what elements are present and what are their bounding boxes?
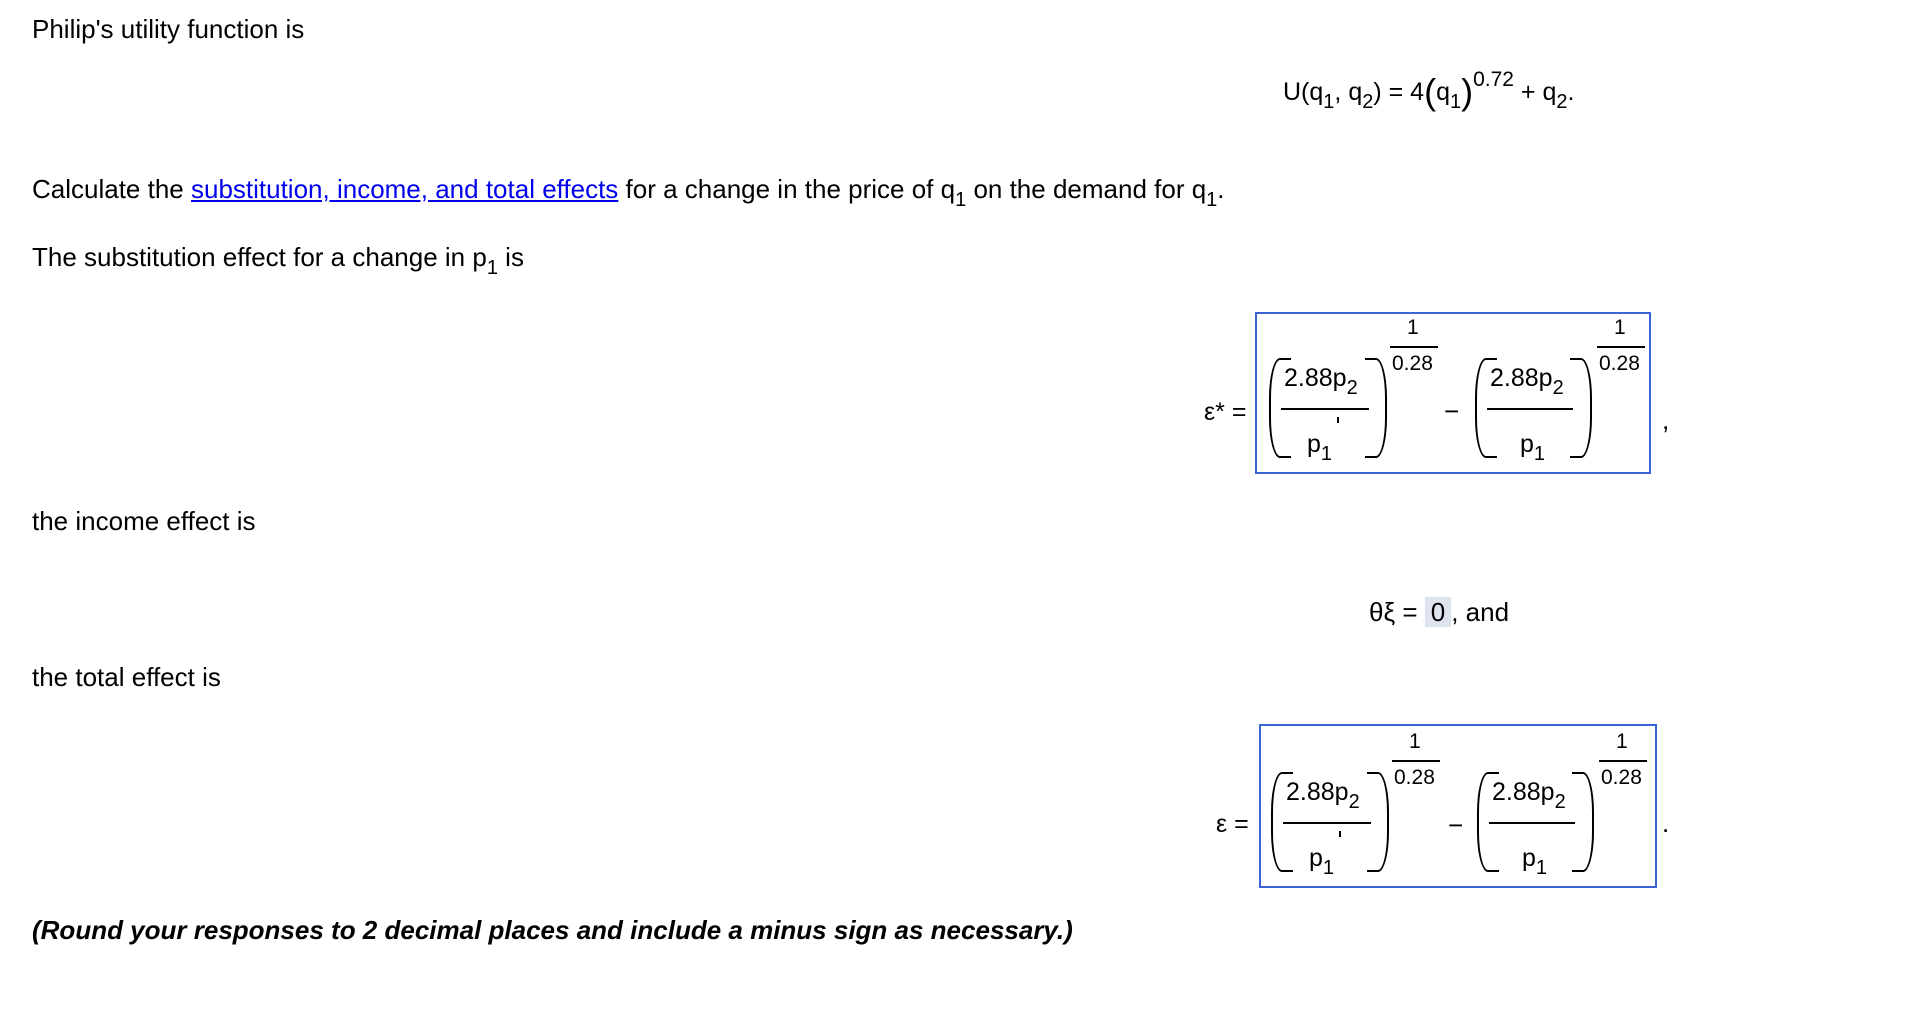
t-term1-num-text: 2.88p	[1286, 778, 1349, 806]
exp2-numerator: 1	[1614, 316, 1626, 339]
exp1-bar	[1390, 346, 1438, 348]
income-effect-label: θξ =	[1369, 597, 1418, 627]
term1-num-sub: 2	[1346, 377, 1358, 399]
t-term1-denominator	[1309, 844, 1334, 880]
term1-fraction-bar	[1281, 408, 1369, 410]
t-term1-den-sub: 1	[1322, 857, 1335, 879]
t-minus-sign: −	[1448, 810, 1464, 840]
income-effect-answer	[1369, 597, 1509, 627]
t-term1-dot	[1339, 831, 1341, 837]
term1-den-text: p	[1307, 430, 1321, 458]
utility-end: .	[1567, 78, 1575, 106]
question-after-sub: 1	[955, 189, 967, 211]
t-term2-fraction-bar	[1489, 822, 1575, 824]
t-term2-den-text: p	[1522, 844, 1536, 872]
term1-num-text: 2.88p	[1284, 364, 1347, 392]
question-before: Calculate the	[32, 174, 191, 204]
utility-sub2: 2	[1362, 91, 1374, 113]
utility-formula	[1283, 68, 1575, 114]
term1-denominator	[1307, 430, 1332, 466]
total-effect-label: ε =	[1216, 810, 1249, 838]
t-exp1-bar	[1392, 760, 1440, 762]
exp2-bar	[1597, 346, 1645, 348]
term2-den-text: p	[1520, 430, 1534, 458]
question-text	[32, 174, 1225, 215]
t-paren-right-2	[1572, 772, 1594, 872]
utility-close: ) = 4	[1373, 78, 1425, 106]
t-term1-numerator	[1286, 778, 1360, 814]
t-paren-right-1	[1367, 772, 1389, 872]
substitution-trailing-comma: ,	[1662, 405, 1670, 435]
rounding-note: (Round your responses to 2 decimal places and include a minus sign as necessary.)	[32, 915, 1073, 945]
t-term2-denominator	[1522, 844, 1547, 880]
utility-sub1: 1	[1323, 91, 1335, 113]
income-label: the income effect is	[32, 506, 256, 536]
term2-fraction-bar	[1487, 408, 1573, 410]
term1-numerator	[1284, 364, 1358, 400]
minus-sign-1: −	[1444, 396, 1460, 426]
question-after: for a change in the price of q	[618, 174, 956, 204]
exp1-denominator: 0.28	[1392, 352, 1433, 375]
utility-inner: q	[1436, 78, 1450, 106]
right-paren: )	[1461, 71, 1474, 112]
t-term2-numerator	[1492, 778, 1566, 814]
t-exp2-bar	[1599, 760, 1647, 762]
subst-sub: 1	[486, 257, 498, 279]
utility-inner-sub: 1	[1449, 91, 1462, 113]
intro-text: Philip's utility function is	[32, 14, 305, 44]
t-term2-den-sub: 1	[1535, 857, 1548, 879]
subst-text: The substitution effect for a change in p	[32, 242, 487, 272]
exp1-numerator: 1	[1407, 316, 1419, 339]
term1-dot	[1337, 417, 1339, 423]
question-after2-sub: 1	[1206, 189, 1218, 211]
utility-plus: + q	[1513, 78, 1557, 106]
substitution-prompt	[32, 242, 524, 283]
utility-exponent: 0.72	[1473, 68, 1514, 91]
t-exp1-denominator: 0.28	[1394, 766, 1435, 789]
paren-right-1	[1365, 358, 1387, 458]
utility-plus-sub: 2	[1556, 91, 1568, 113]
left-paren: (	[1424, 71, 1437, 112]
substitution-answer-box[interactable]	[1255, 312, 1651, 474]
term2-num-text: 2.88p	[1490, 364, 1553, 392]
effects-link[interactable]: substitution, income, and total effects	[190, 174, 619, 204]
paren-right-2	[1570, 358, 1592, 458]
t-exp2-numerator: 1	[1616, 730, 1628, 753]
question-end: .	[1217, 174, 1225, 204]
t-exp2-denominator: 0.28	[1601, 766, 1642, 789]
utility-lhs: U(q	[1283, 78, 1324, 106]
t-term2-num-text: 2.88p	[1492, 778, 1555, 806]
exp2-denominator: 0.28	[1599, 352, 1640, 375]
t-term1-fraction-bar	[1283, 822, 1371, 824]
t-term2-num-sub: 2	[1554, 791, 1566, 813]
question-after2: on the demand for q	[966, 174, 1207, 204]
term2-den-sub: 1	[1533, 443, 1546, 465]
t-exp1-numerator: 1	[1409, 730, 1421, 753]
term2-denominator	[1520, 430, 1545, 466]
substitution-effect-label: ε* =	[1204, 398, 1247, 426]
term2-numerator	[1490, 364, 1564, 400]
t-term1-den-text: p	[1309, 844, 1323, 872]
total-answer-box[interactable]	[1259, 724, 1657, 888]
term1-den-sub: 1	[1320, 443, 1333, 465]
subst-end: is	[497, 242, 524, 272]
utility-comma: , q	[1334, 78, 1363, 106]
income-trailing: , and	[1451, 597, 1510, 627]
t-term1-num-sub: 2	[1348, 791, 1360, 813]
income-effect-input[interactable]: 0	[1425, 597, 1451, 627]
term2-num-sub: 2	[1552, 377, 1564, 399]
total-label: the total effect is	[32, 662, 221, 692]
total-trailing-period: .	[1662, 808, 1670, 838]
